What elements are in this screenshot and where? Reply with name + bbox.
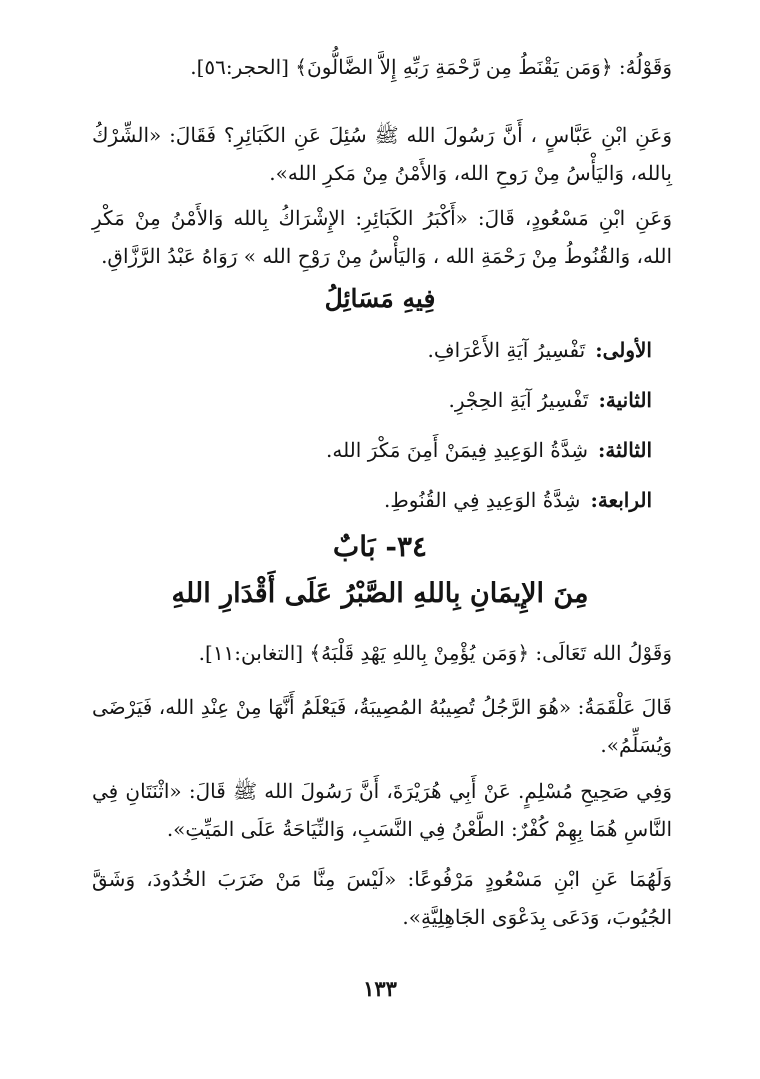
issue-text-1: تَفْسِيرُ آيَةِ الأَعْرَافِ.	[427, 338, 586, 362]
issues-heading: فِيهِ مَسَائِلُ	[324, 284, 436, 313]
page-number: ١٣٣	[363, 976, 397, 1001]
issue-text-2: تَفْسِيرُ آيَةِ الحِجْرِ.	[448, 388, 589, 412]
issue-label-3: الثالثة:	[597, 438, 652, 462]
issue-item-2	[92, 384, 652, 416]
issue-item-1	[92, 334, 652, 366]
quran-verse-hijr-paragraph: وَقَوْلُهُ: ﴿وَمَن يَقْنَطُ مِن رَّحْمَةِ رَبِّهِ إِلاَّ الضَّالُّونَ﴾ [الحجر:٥٦].	[190, 55, 672, 79]
issue-label-1: الأولى:	[595, 338, 652, 362]
issue-text-4: شِدَّةُ الوَعِيدِ فِي القُنُوطِ.	[383, 488, 581, 512]
quran-verse-taghabun-paragraph: وَقَوْلُ الله تَعَالَى: ﴿وَمَن يُؤْمِنْ بِاللهِ يَهْدِ قَلْبَهُ﴾ [التغابن:١١].	[198, 641, 672, 665]
alqama-saying-paragraph: قَالَ عَلْقَمَةُ: «هُوَ الرَّجُلُ تُصِيبُهُ المُصِيبَةُ، فَيَعْلَمُ أَنَّهَا مِنْ عِنْدِ الله، فَيَرْضَى وَيُسَلِّمُ».	[92, 695, 672, 757]
muslim-hadith-paragraph: وَفِي صَحِيحِ مُسْلِمٍ. عَنْ أَبِي هُرَيْرَةَ، أَنَّ رَسُولَ الله ﷺ قَالَ: «اثْنَتَانِ فِي النَّاسِ هُمَا بِهِمْ كُفْرٌ: الطَّعْنُ فِي النَّسَبِ، وَالنِّيَاحَةُ عَلَى المَيِّتِ».	[92, 779, 672, 841]
ibn-abbas-hadith-paragraph: وَعَنِ ابْنِ عَبَّاسٍ ، أَنَّ رَسُولَ الله ﷺ سُئِلَ عَنِ الكَبَائِرِ؟ فَقَالَ: «الشِّرْكُ بِالله، وَاليَأْسُ مِنْ رَوحِ الله، وَالأَمْنُ مِنْ مَكرِ الله».	[92, 123, 672, 185]
ibn-masud-marfu-paragraph: وَلَهُمَا عَنِ ابْنِ مَسْعُودٍ مَرْفُوعًا: «لَيْسَ مِنَّا مَنْ ضَرَبَ الخُدُودَ، وَشَقَّ الجُيُوبَ، وَدَعَى بِدَعْوَى الجَاهِلِيَّةِ».	[92, 867, 672, 929]
issue-item-3	[92, 434, 652, 466]
issue-text-3: شِدَّةُ الوَعِيدِ فِيمَنْ أَمِنَ مَكْرَ الله.	[325, 438, 588, 462]
ibn-masud-hadith-paragraph: وَعَنِ ابْنِ مَسْعُودٍ، قَالَ: «أَكْبَرُ الكَبَائِرِ: الإِشْرَاكُ بِالله وَالأَمْنُ مِنْ مَكْرِ الله، وَالقُنُوطُ مِنْ رَحْمَةِ الله ، وَاليَأْسُ مِنْ رَوْحِ الله » رَوَاهُ عَبْدُ الرَّزَّاقِ.	[92, 206, 672, 268]
chapter-title: مِنَ الإِيمَانِ بِاللهِ الصَّبْرُ عَلَى أَقْدَارِ اللهِ	[171, 578, 589, 609]
issue-label-2: الثانية:	[598, 388, 652, 412]
chapter-number: ٣٤- بَابٌ	[332, 530, 428, 563]
issue-label-4: الرابعة:	[590, 488, 652, 512]
issue-item-4	[92, 484, 652, 516]
